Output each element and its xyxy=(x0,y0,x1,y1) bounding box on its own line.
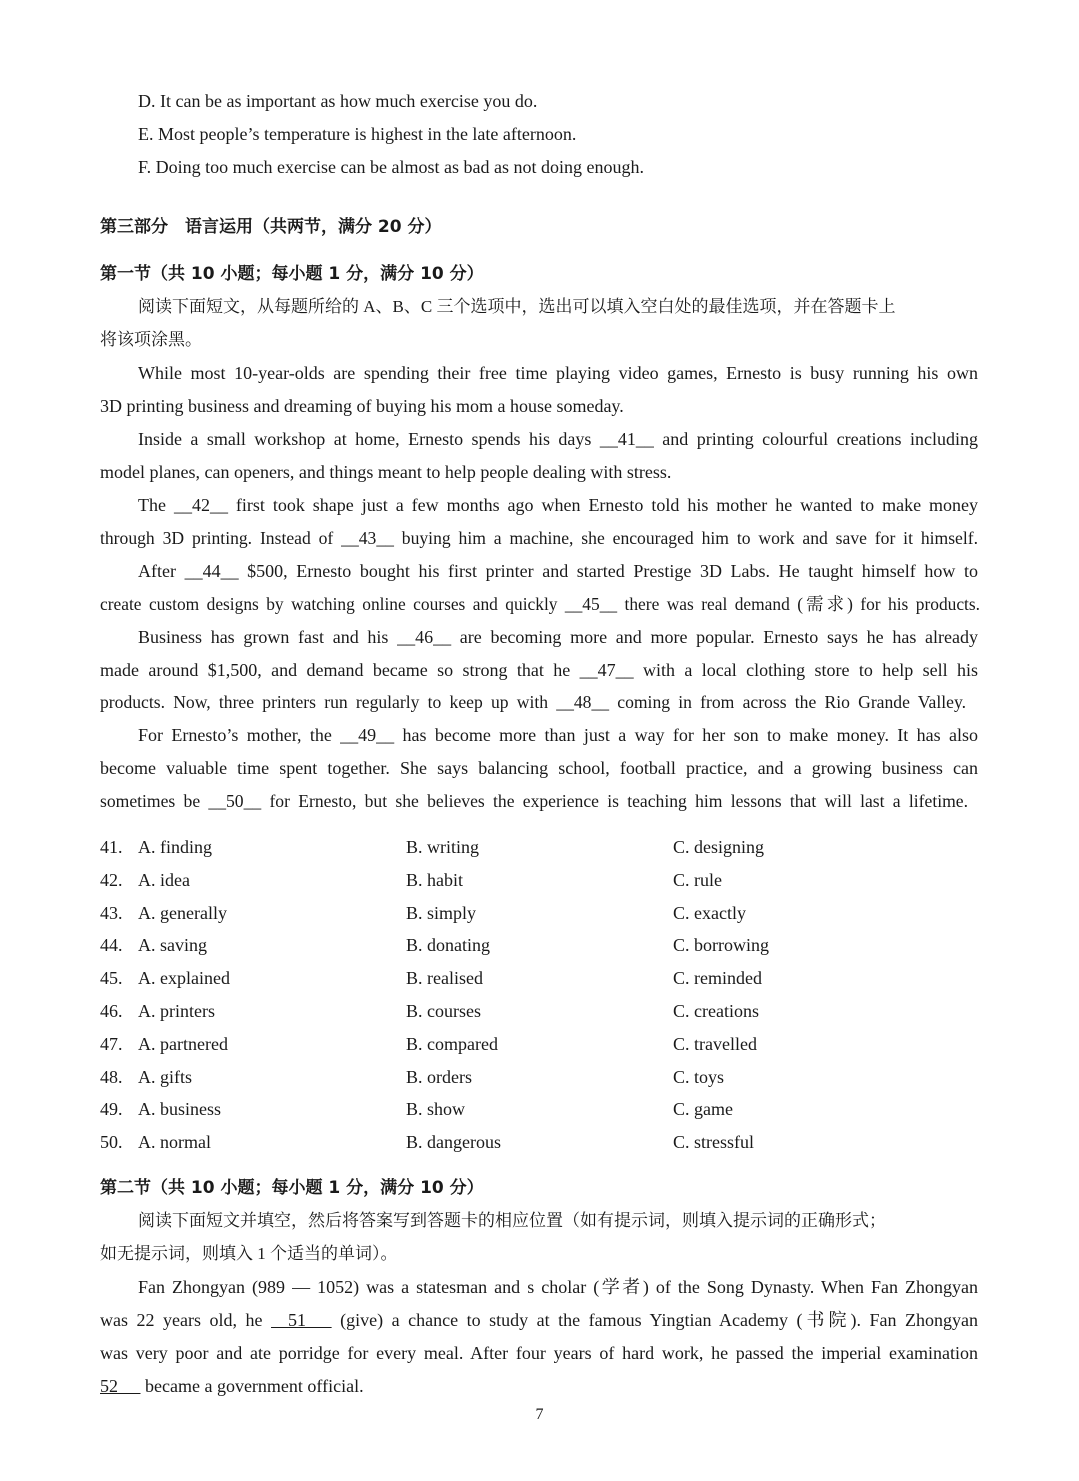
passage1-line: sometimes be __50__ for Ernesto, but she believes the experience is teaching him lessons that will last a lifetime. xyxy=(100,791,968,811)
choice-b: B. compared xyxy=(406,1034,498,1054)
choice-num: 41. xyxy=(100,837,123,857)
choice-a: A. finding xyxy=(138,837,212,857)
part3-heading: 第三部分 语言运用（共两节，满分 20 分） xyxy=(100,217,442,237)
choice-num: 44. xyxy=(100,935,123,955)
passage2-line: Fan Zhongyan (989 — 1052) was a statesman and s cholar (学者) of the Song Dynasty. When Fan Zhongyan xyxy=(138,1277,978,1297)
passage1-line: create custom designs by watching online courses and quickly __45__ there was real demand (需求) for his products. xyxy=(100,594,980,614)
choice-b: B. simply xyxy=(406,903,477,923)
choice-a: A. gifts xyxy=(138,1067,192,1087)
passage1-line: For Ernesto’s mother, the __49__ has become more than just a way for her son to make money. It has also xyxy=(138,725,978,745)
choice-a: A. normal xyxy=(138,1132,211,1152)
passage1-line: Inside a small workshop at home, Ernesto spends his days __41__ and printing colourful creations including xyxy=(138,429,978,449)
choice-c: C. game xyxy=(673,1099,733,1119)
choice-num: 42. xyxy=(100,870,123,890)
choice-a: A. business xyxy=(138,1099,222,1119)
passage1-line: 3D printing business and dreaming of buying his mom a house someday. xyxy=(100,396,624,416)
blank-51: 51 xyxy=(271,1310,332,1330)
passage2-line xyxy=(100,1308,978,1332)
choice-num: 47. xyxy=(100,1034,123,1054)
section2-instruction-line1: 阅读下面短文并填空，然后将答案写到答题卡的相应位置（如有提示词，则填入提示词的正确形式； xyxy=(138,1211,886,1230)
passage1-line: Business has grown fast and his __46__ are becoming more and more popular. Ernesto says he has already xyxy=(138,627,978,647)
passage1-line: While most 10-year-olds are spending their free time playing video games, Ernesto is busy running his own xyxy=(138,363,978,383)
choice-c: C. reminded xyxy=(673,968,762,988)
choice-c: C. exactly xyxy=(673,903,746,923)
passage2-line: was very poor and ate porridge for every meal. After four years of hard work, he passed the imperial examination xyxy=(100,1343,978,1363)
section2-heading: 第二节（共 10 小题；每小题 1 分，满分 10 分） xyxy=(100,1178,484,1198)
section2-instruction-line2: 如无提示词，则填入 1 个适当的单词）。 xyxy=(100,1244,398,1263)
passage1-line: After __44__ $500, Ernesto bought his first printer and started Prestige 3D Labs. He taught himself how to xyxy=(138,561,978,581)
choice-b: B. dangerous xyxy=(406,1132,501,1152)
choice-num: 45. xyxy=(100,968,123,988)
passage1-line: through 3D printing. Instead of __43__ buying him a machine, she encouraged him to work and save for it himself. xyxy=(100,528,978,548)
passage1-line: model planes, can openers, and things meant to help people dealing with stress. xyxy=(100,462,672,482)
choice-a: A. explained xyxy=(138,968,230,988)
page-number: 7 xyxy=(535,1406,544,1423)
passage1-line: products. Now, three printers run regularly to keep up with __48__ coming in from across the Rio Grande Valley. xyxy=(100,692,966,712)
choice-a: A. partnered xyxy=(138,1034,228,1054)
passage2-line xyxy=(100,1374,364,1398)
choice-c: C. designing xyxy=(673,837,765,857)
choice-a: A. saving xyxy=(138,935,207,955)
option-e: E. Most people’s temperature is highest in the late afternoon. xyxy=(138,124,577,144)
section1-instruction-line1: 阅读下面短文，从每题所给的 A、B、C 三个选项中，选出可以填入空白处的最佳选项，并在答题卡上 xyxy=(138,297,896,316)
choice-num: 49. xyxy=(100,1099,123,1119)
choice-b: B. realised xyxy=(406,968,483,988)
choice-num: 48. xyxy=(100,1067,123,1087)
choice-c: C. travelled xyxy=(673,1034,757,1054)
choice-c: C. stressful xyxy=(673,1132,754,1152)
choice-b: B. show xyxy=(406,1099,466,1119)
choice-c: C. borrowing xyxy=(673,935,769,955)
option-d: D. It can be as important as how much exercise you do. xyxy=(138,91,538,111)
choice-c: C. rule xyxy=(673,870,722,890)
choice-num: 50. xyxy=(100,1132,123,1152)
passage2-text: (give) a chance to study at the famous Yingtian Academy (书院). Fan Zhongyan xyxy=(331,1310,978,1330)
passage1-line: become valuable time spent together. She says balancing school, football practice, and a growing business can xyxy=(100,758,978,778)
choice-num: 46. xyxy=(100,1001,123,1021)
blank-52: 52 xyxy=(100,1376,141,1396)
choice-a: A. idea xyxy=(138,870,190,890)
choice-num: 43. xyxy=(100,903,123,923)
choice-b: B. orders xyxy=(406,1067,472,1087)
choice-b: B. donating xyxy=(406,935,490,955)
choice-b: B. habit xyxy=(406,870,463,890)
choice-c: C. toys xyxy=(673,1067,725,1087)
choice-a: A. generally xyxy=(138,903,227,923)
option-f: F. Doing too much exercise can be almost as bad as not doing enough. xyxy=(138,157,644,177)
choice-b: B. writing xyxy=(406,837,480,857)
section1-instruction-line2: 将该项涂黑。 xyxy=(100,330,202,349)
choice-b: B. courses xyxy=(406,1001,481,1021)
passage2-text: was 22 years old, he xyxy=(100,1310,272,1330)
choice-a: A. printers xyxy=(138,1001,215,1021)
passage1-line: made around $1,500, and demand became so strong that he __47__ with a local clothing store to help sell his xyxy=(100,660,978,680)
section1-heading: 第一节（共 10 小题；每小题 1 分，满分 10 分） xyxy=(100,264,484,284)
passage2-text: became a government official. xyxy=(140,1376,364,1396)
choice-c: C. creations xyxy=(673,1001,759,1021)
passage1-line: The __42__ first took shape just a few months ago when Ernesto told his mother he wanted to make money xyxy=(138,495,978,515)
